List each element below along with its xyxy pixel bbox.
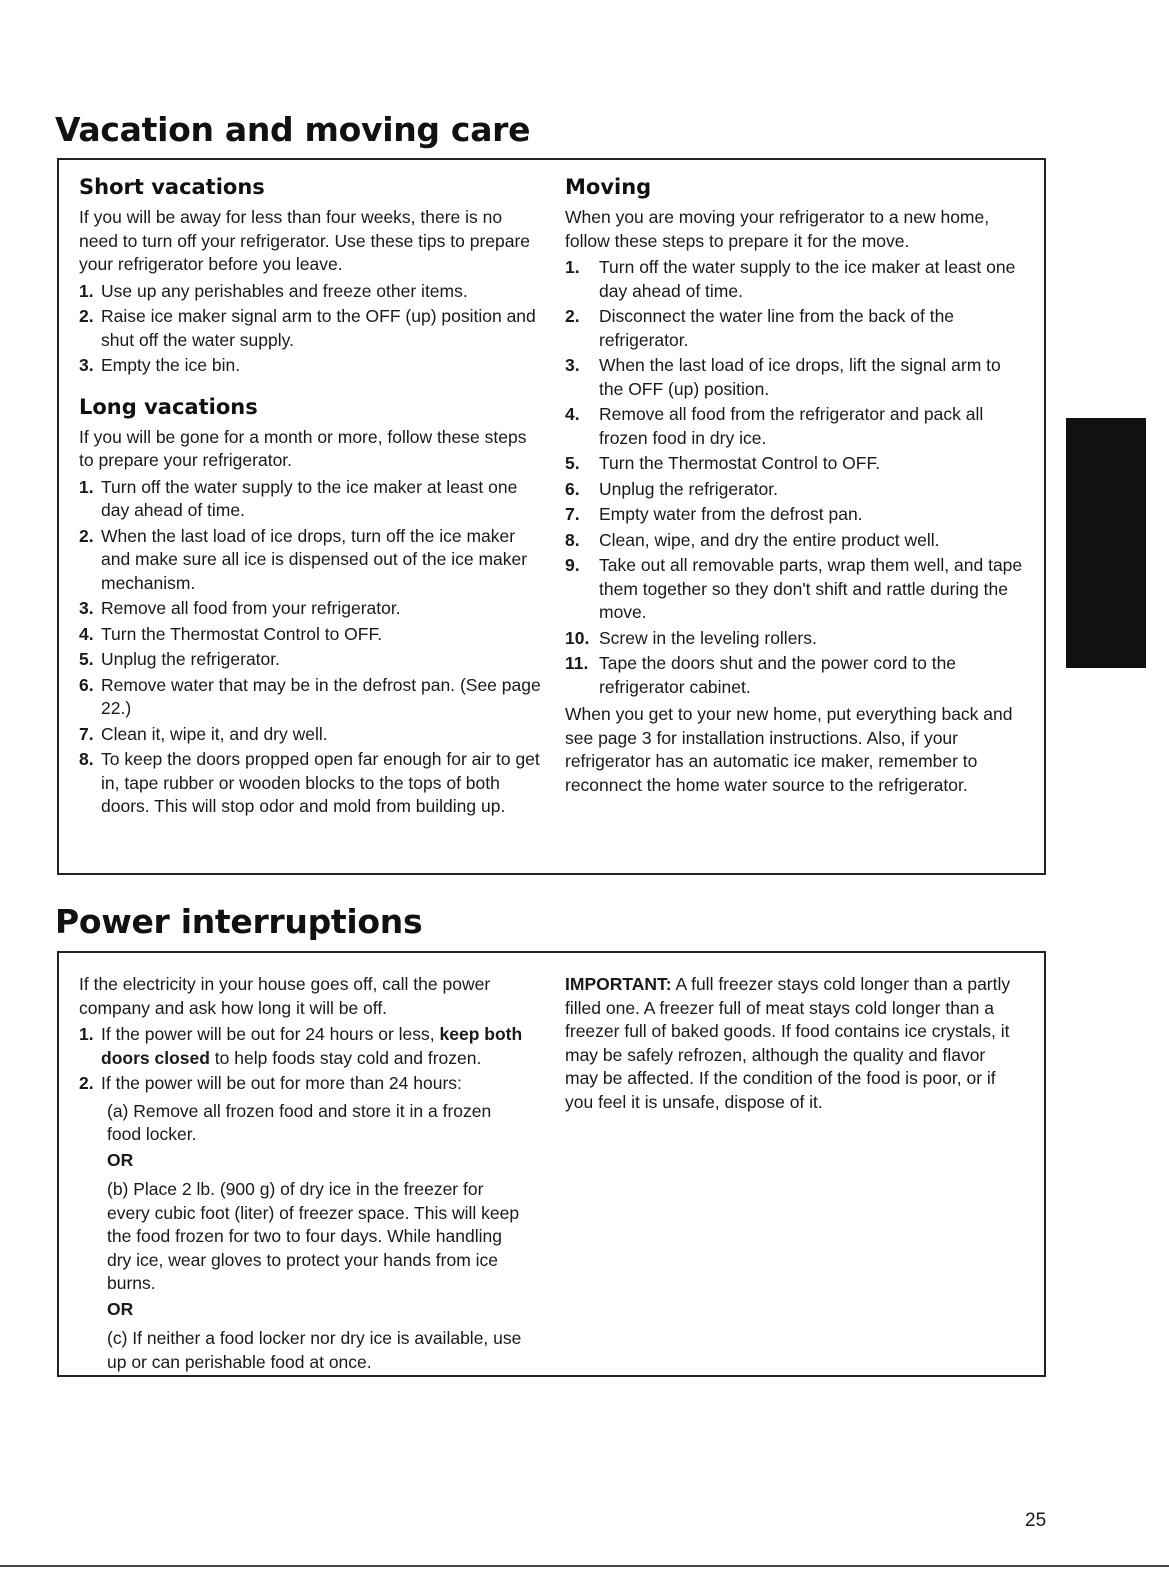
list-item: 1. Use up any perishables and freeze other items. xyxy=(79,280,468,301)
list-item: 2. If the power will be out for more than 24 hours: xyxy=(79,1073,462,1093)
long-vacations-heading: Long vacations xyxy=(79,394,258,419)
list-item: 6. Remove water that may be in the defrost pan. (See page 22.) xyxy=(79,674,541,718)
bottom-rule xyxy=(0,1565,1169,1567)
power-intro: If the electricity in your house goes off, call the power company and ask how long it will be off. xyxy=(79,974,491,1018)
list-item: 3. Remove all food from your refrigerator. xyxy=(79,598,401,618)
list-item: 2. Disconnect the water line from the back of the refrigerator. xyxy=(565,306,955,350)
important-note xyxy=(565,973,1023,1114)
power-box xyxy=(57,951,1046,1377)
list-item: 2. Raise ice maker signal arm to the OFF (up) position and shut off the water supply. xyxy=(79,306,536,350)
power-left-column xyxy=(79,973,523,1374)
vacation-right-column xyxy=(565,174,1025,797)
list-item: 9. Take out all removable parts, wrap them well, and tape them together so they don't shift and rattle during the move. xyxy=(565,555,1023,622)
long-vacations-intro: If you will be gone for a month or more, follow these steps to prepare your refrigerator. xyxy=(79,426,527,470)
short-vacations-heading: Short vacations xyxy=(79,175,265,199)
option-b: (b) Place 2 lb. (900 g) of dry ice in the freezer for every cubic foot (liter) of freezer space. This will keep the food frozen for two to four days. While handling dry ice, wear gloves to protect your hands from ice burns. xyxy=(107,1179,520,1293)
or-label: OR xyxy=(107,1298,134,1319)
list-item: 8. Clean, wipe, and dry the entire product well. xyxy=(565,529,940,550)
or-label: OR xyxy=(107,1149,134,1170)
moving-heading: Moving xyxy=(565,175,652,199)
list-item: 10. Screw in the leveling rollers. xyxy=(565,627,817,648)
list-item: 7. Clean it, wipe it, and dry well. xyxy=(79,723,328,744)
option-a: (a) Remove all frozen food and store it in a frozen food locker. xyxy=(107,1100,492,1144)
list-item: 6. Unplug the refrigerator. xyxy=(565,478,778,499)
power-section-title: Power interruptions xyxy=(55,902,423,941)
list-item: 3. Empty the ice bin. xyxy=(79,355,241,375)
long-vacations-steps xyxy=(79,476,541,819)
keep-doors-closed-emphasis: keep both doors closed xyxy=(101,1024,523,1068)
list-item: 11. Tape the doors shut and the power cord to the refrigerator cabinet. xyxy=(565,653,957,697)
option-c: (c) If neither a food locker nor dry ice is available, use up or can perishable food at once. xyxy=(107,1328,522,1372)
vacation-left-column xyxy=(79,174,541,821)
list-item: 7. Empty water from the defrost pan. xyxy=(565,504,863,524)
moving-intro: When you are moving your refrigerator to a new home, follow these steps to prepare it for the move. xyxy=(565,207,990,251)
vacation-section-title: Vacation and moving care xyxy=(55,110,531,149)
moving-outro: When you get to your new home, put everything back and see page 3 for installation instructions. Also, if your refrigerator has an automatic ice maker, remember to reconnect the home water source to the refrigerator. xyxy=(565,704,1013,795)
list-item: 4. Remove all food from the refrigerator and pack all frozen food in dry ice. xyxy=(565,404,984,448)
side-tab-marker xyxy=(1066,418,1146,668)
short-vacations-steps xyxy=(79,280,541,378)
power-right-column xyxy=(565,973,1023,1114)
short-vacations-intro: If you will be away for less than four weeks, there is no need to turn off your refrigerator. Use these tips to prepare your refrigerator before you leave. xyxy=(79,207,531,274)
important-text: A full freezer stays cold longer than a partly filled one. A freezer full of meat stays cold longer than a freezer full of baked goods. If food contains ice crystals, it may be safely refrozen, although the quality and flavor may be affected. If the condition of the food is poor, or if you feel it is unsafe, dispose of it. xyxy=(565,974,1011,1112)
list-item: 1. If the power will be out for 24 hours or less, keep both doors closed to help foods stay cold and frozen. xyxy=(79,1024,523,1068)
list-item: 3. When the last load of ice drops, lift the signal arm to the OFF (up) position. xyxy=(565,355,1001,399)
important-label: IMPORTANT: xyxy=(565,974,672,994)
list-item: 5. Turn the Thermostat Control to OFF. xyxy=(565,453,881,473)
page-number: 25 xyxy=(1025,1510,1047,1531)
list-item: 1. Turn off the water supply to the ice maker at least one day ahead of time. xyxy=(79,476,518,520)
vacation-box xyxy=(57,158,1046,875)
list-item: 4. Turn the Thermostat Control to OFF. xyxy=(79,623,383,644)
moving-steps xyxy=(565,256,1025,699)
list-item: 5. Unplug the refrigerator. xyxy=(79,649,280,669)
list-item: 8. To keep the doors propped open far enough for air to get in, tape rubber or wooden blocks to the tops of both doors. This will stop odor and mold from building up. xyxy=(79,749,540,816)
power-steps xyxy=(79,1023,523,1096)
list-item: 2. When the last load of ice drops, turn off the ice maker and make sure all ice is dispensed out of the ice maker mechanism. xyxy=(79,525,528,593)
list-item: 1. Turn off the water supply to the ice maker at least one day ahead of time. xyxy=(565,257,1016,301)
